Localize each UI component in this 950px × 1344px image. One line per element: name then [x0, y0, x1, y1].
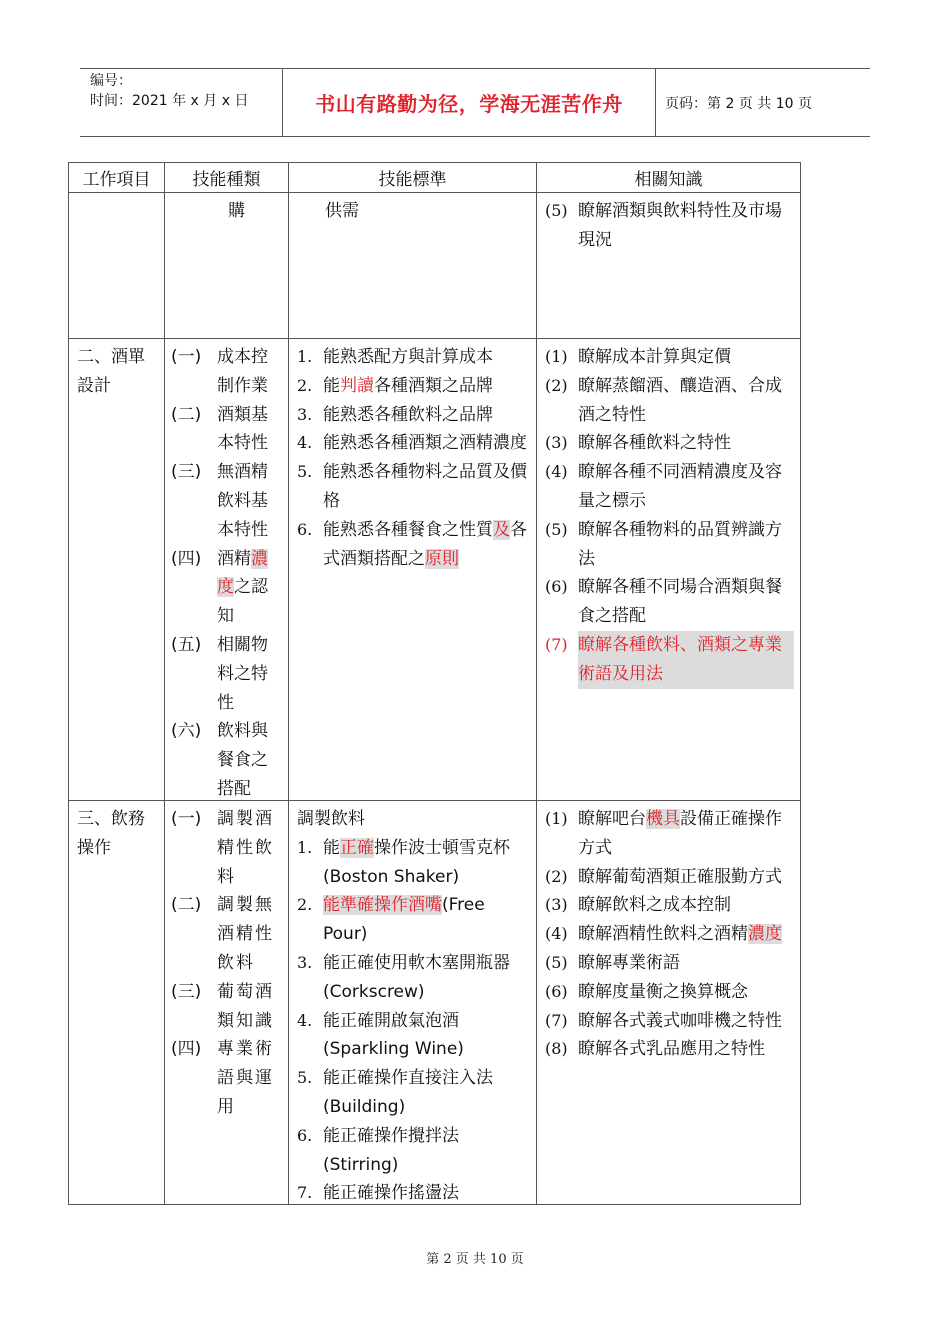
item-text: 瞭解各種不同酒精濃度及容量之標示 [578, 462, 782, 511]
item-number: (2) [545, 866, 568, 886]
item-text: 能熟悉各種物料之品質及價格 [323, 462, 527, 511]
item-number: (6) [545, 981, 568, 1001]
header-skill-standard: 技能標準 [289, 163, 537, 192]
item-text: 瞭解各式乳品應用之特性 [578, 1039, 765, 1060]
list-item [171, 458, 282, 544]
list-item [545, 429, 794, 458]
header-motto-cell [282, 69, 656, 136]
table-row [68, 339, 801, 801]
item-text: 酒類基本特性 [217, 404, 268, 454]
item-text: 成本控制作業 [217, 347, 268, 396]
skill-standard-cell [289, 339, 537, 800]
list-item [545, 372, 794, 430]
item-text: 瞭解各種飲料之特性 [578, 433, 731, 454]
highlight-text: 濃度 [217, 548, 268, 598]
list-item [545, 573, 794, 631]
item-number: (3) [545, 433, 568, 453]
item-text: 瞭解專業術語 [578, 952, 680, 973]
skill-type-text: 購 [228, 201, 245, 221]
text-fragment: 能 [323, 837, 340, 858]
item-text [578, 805, 794, 863]
highlight-text: 濃度 [748, 924, 782, 945]
list-item [297, 343, 530, 372]
item-number: 6. [297, 519, 313, 539]
list-item [171, 545, 282, 631]
item-text: 瞭解蒸餾酒、釀造酒、合成酒之特性 [578, 375, 782, 425]
list-item [171, 805, 282, 891]
skills-table [68, 162, 801, 1205]
item-text: 調製無酒精性飲料 [217, 895, 274, 973]
item-number: (4) [545, 924, 568, 944]
item-number: (3) [545, 895, 568, 915]
table-row [68, 801, 801, 1205]
highlight-text: 正確 [340, 837, 374, 858]
item-number: (四) [171, 548, 202, 569]
header-meta [80, 69, 282, 136]
item-number: (四) [171, 1039, 202, 1060]
list-item [545, 891, 794, 920]
list-item [545, 1035, 794, 1064]
text-fragment: 設備正確操作方式 [578, 809, 782, 858]
list-item [545, 458, 794, 516]
item-text [323, 516, 530, 574]
time-label: 时间：2021 年 x 月 x 日 [90, 93, 249, 109]
item-number: 3. [297, 952, 313, 972]
page-footer: 第 2 页 共 10 页 [426, 1252, 524, 1267]
text-fragment: 能熟悉各種餐食之性質 [323, 519, 493, 540]
item-text: 瞭解飲料之成本控制 [578, 895, 731, 916]
item-text [323, 834, 530, 892]
item-text [578, 920, 794, 949]
highlight-text: 瞭解各種飲料、酒類之專業術語及用法 [578, 631, 794, 689]
list-item [545, 805, 794, 863]
item-text: 葡萄酒類知識 [217, 981, 274, 1031]
item-text: 能熟悉配方與計算成本 [323, 347, 493, 367]
list-item [297, 1122, 530, 1180]
item-text: 專業術語與運用 [217, 1039, 274, 1117]
table-header-row [68, 162, 801, 193]
highlight-text: 能準確操作酒嘴 [323, 895, 442, 916]
list-item [545, 343, 794, 372]
skill-standard-cell [289, 801, 537, 1204]
text-fragment: 瞭解酒精性飲料之酒精 [578, 924, 748, 945]
skill-type-cell [165, 801, 289, 1204]
item-number: 3. [297, 404, 313, 424]
list-item [297, 458, 530, 516]
list-item [545, 978, 794, 1007]
list-item [171, 1035, 282, 1121]
item-text [217, 545, 282, 631]
text-fragment: 之認知 [217, 577, 268, 627]
item-text: 相關物料之特性 [217, 634, 268, 713]
work-item-text: 二、酒單設計 [77, 347, 145, 396]
page-info: 页码：第 2 页 共 10 页 [665, 95, 812, 112]
text-fragment: 各式酒類搭配之 [323, 519, 527, 569]
item-number: (5) [545, 952, 568, 972]
item-number: (7) [545, 634, 568, 654]
header-related-knowledge: 相關知識 [537, 163, 801, 192]
table-row [68, 193, 801, 339]
list-item [171, 343, 282, 401]
text-fragment: 各種酒類之品牌 [374, 375, 493, 396]
item-number: (三) [171, 462, 202, 483]
list-item [171, 631, 282, 717]
item-number: 5. [297, 462, 313, 482]
item-number: 4. [297, 433, 313, 453]
item-number: 2. [297, 895, 313, 915]
item-number: 4. [297, 1010, 313, 1030]
item-text: 能正確開啟氣泡酒(Sparkling Wine) [323, 1010, 464, 1060]
list-item [297, 1064, 530, 1122]
knowledge-cell [537, 193, 801, 338]
item-number: 1. [297, 347, 313, 366]
item-number: (4) [545, 462, 568, 482]
highlight-text: 原則 [425, 548, 459, 569]
skill-standard-title: 調製飲料 [297, 809, 365, 829]
skill-type-cell [165, 193, 289, 338]
skill-standard-text: 供需 [325, 201, 359, 221]
item-number: (二) [171, 404, 202, 425]
list-item [171, 717, 282, 803]
text-fragment: 能 [323, 375, 340, 396]
knowledge-cell [537, 801, 801, 1204]
list-item [297, 1007, 530, 1065]
item-number: 1. [297, 837, 313, 857]
item-number: (一) [171, 809, 202, 829]
item-number: (三) [171, 981, 202, 1002]
item-text: 瞭解各種不同場合酒類與餐食之搭配 [578, 577, 782, 627]
item-text: 能正確操作搖盪法 [323, 1183, 459, 1204]
header-skill-type: 技能種類 [165, 163, 289, 192]
item-text: 瞭解酒類與飲料特性及市場現況 [578, 201, 782, 250]
motto: 书山有路勤为径，学海无涯苦作舟 [315, 92, 623, 116]
page-header [80, 68, 870, 137]
highlight-text: 機具 [646, 809, 680, 829]
item-text: 能熟悉各種酒類之酒精濃度 [323, 433, 527, 454]
item-text: 瞭解度量衡之換算概念 [578, 981, 748, 1002]
list-item [545, 920, 794, 949]
list-item [545, 516, 794, 574]
item-text: 飲料與餐食之搭配 [217, 721, 268, 799]
text-fragment: 瞭解吧台 [578, 809, 646, 829]
item-text [323, 372, 530, 401]
item-text: 瞭解葡萄酒類正確服勤方式 [578, 866, 782, 887]
item-text [323, 891, 530, 949]
item-text: 能熟悉各種飲料之品牌 [323, 404, 493, 425]
item-number: (五) [171, 634, 202, 655]
list-item [297, 949, 530, 1007]
item-number: (1) [545, 809, 568, 828]
item-number: 6. [297, 1125, 313, 1145]
item-text: 瞭解各種物料的品質辨識方法 [578, 519, 782, 569]
header-page-cell [655, 69, 870, 136]
text-fragment: 酒精 [217, 548, 251, 569]
item-number: (一) [171, 347, 202, 367]
list-item [171, 891, 282, 977]
list-item [545, 631, 794, 689]
list-item [297, 834, 530, 892]
item-number: (2) [545, 375, 568, 395]
item-number: (六) [171, 721, 202, 742]
text-fragment: 操作波士頓雪克杯(Boston Shaker) [323, 837, 510, 887]
item-text: 無酒精飲料基本特性 [217, 462, 268, 540]
item-number: (5) [545, 519, 568, 539]
item-number: 5. [297, 1068, 313, 1088]
item-text: 瞭解各式義式咖啡機之特性 [578, 1010, 782, 1031]
item-text: 瞭解成本計算與定價 [578, 347, 731, 367]
item-number: (二) [171, 895, 202, 916]
list-item [545, 1007, 794, 1036]
list-item [297, 429, 530, 458]
item-number: (8) [545, 1039, 568, 1059]
item-number: (1) [545, 347, 568, 366]
list-item [297, 516, 530, 574]
work-item-text: 三、飲務操作 [77, 809, 145, 858]
highlight-text: 判讀 [340, 375, 374, 396]
list-item [297, 1179, 530, 1208]
list-item [545, 197, 794, 255]
item-text: 調製酒精性飲料 [217, 809, 274, 887]
knowledge-cell [537, 339, 801, 800]
list-item [545, 863, 794, 892]
header-work-item: 工作項目 [68, 163, 165, 192]
list-item [545, 949, 794, 978]
work-item-cell [68, 339, 165, 800]
list-item [297, 372, 530, 401]
work-item-cell [68, 801, 165, 1204]
item-text: 能正確操作直接注入法(Building) [323, 1068, 493, 1117]
skill-type-cell [165, 339, 289, 800]
item-number: (7) [545, 1010, 568, 1030]
item-text: 能正確操作攪拌法(Stirring) [323, 1125, 459, 1175]
item-number: 7. [297, 1183, 313, 1203]
skill-standard-cell [289, 193, 537, 338]
item-number: (5) [545, 201, 568, 220]
list-item [171, 978, 282, 1036]
item-number: (6) [545, 577, 568, 597]
item-number: 2. [297, 375, 313, 395]
number-label: 编号： [90, 73, 132, 89]
list-item [171, 401, 282, 459]
text-fragment: (Free Pour) [323, 895, 485, 945]
list-item [297, 401, 530, 430]
highlight-text: 及 [493, 519, 510, 540]
list-item [297, 891, 530, 949]
item-text: 能正確使用軟木塞開瓶器(Corkscrew) [323, 952, 510, 1002]
work-item-cell [68, 193, 165, 338]
